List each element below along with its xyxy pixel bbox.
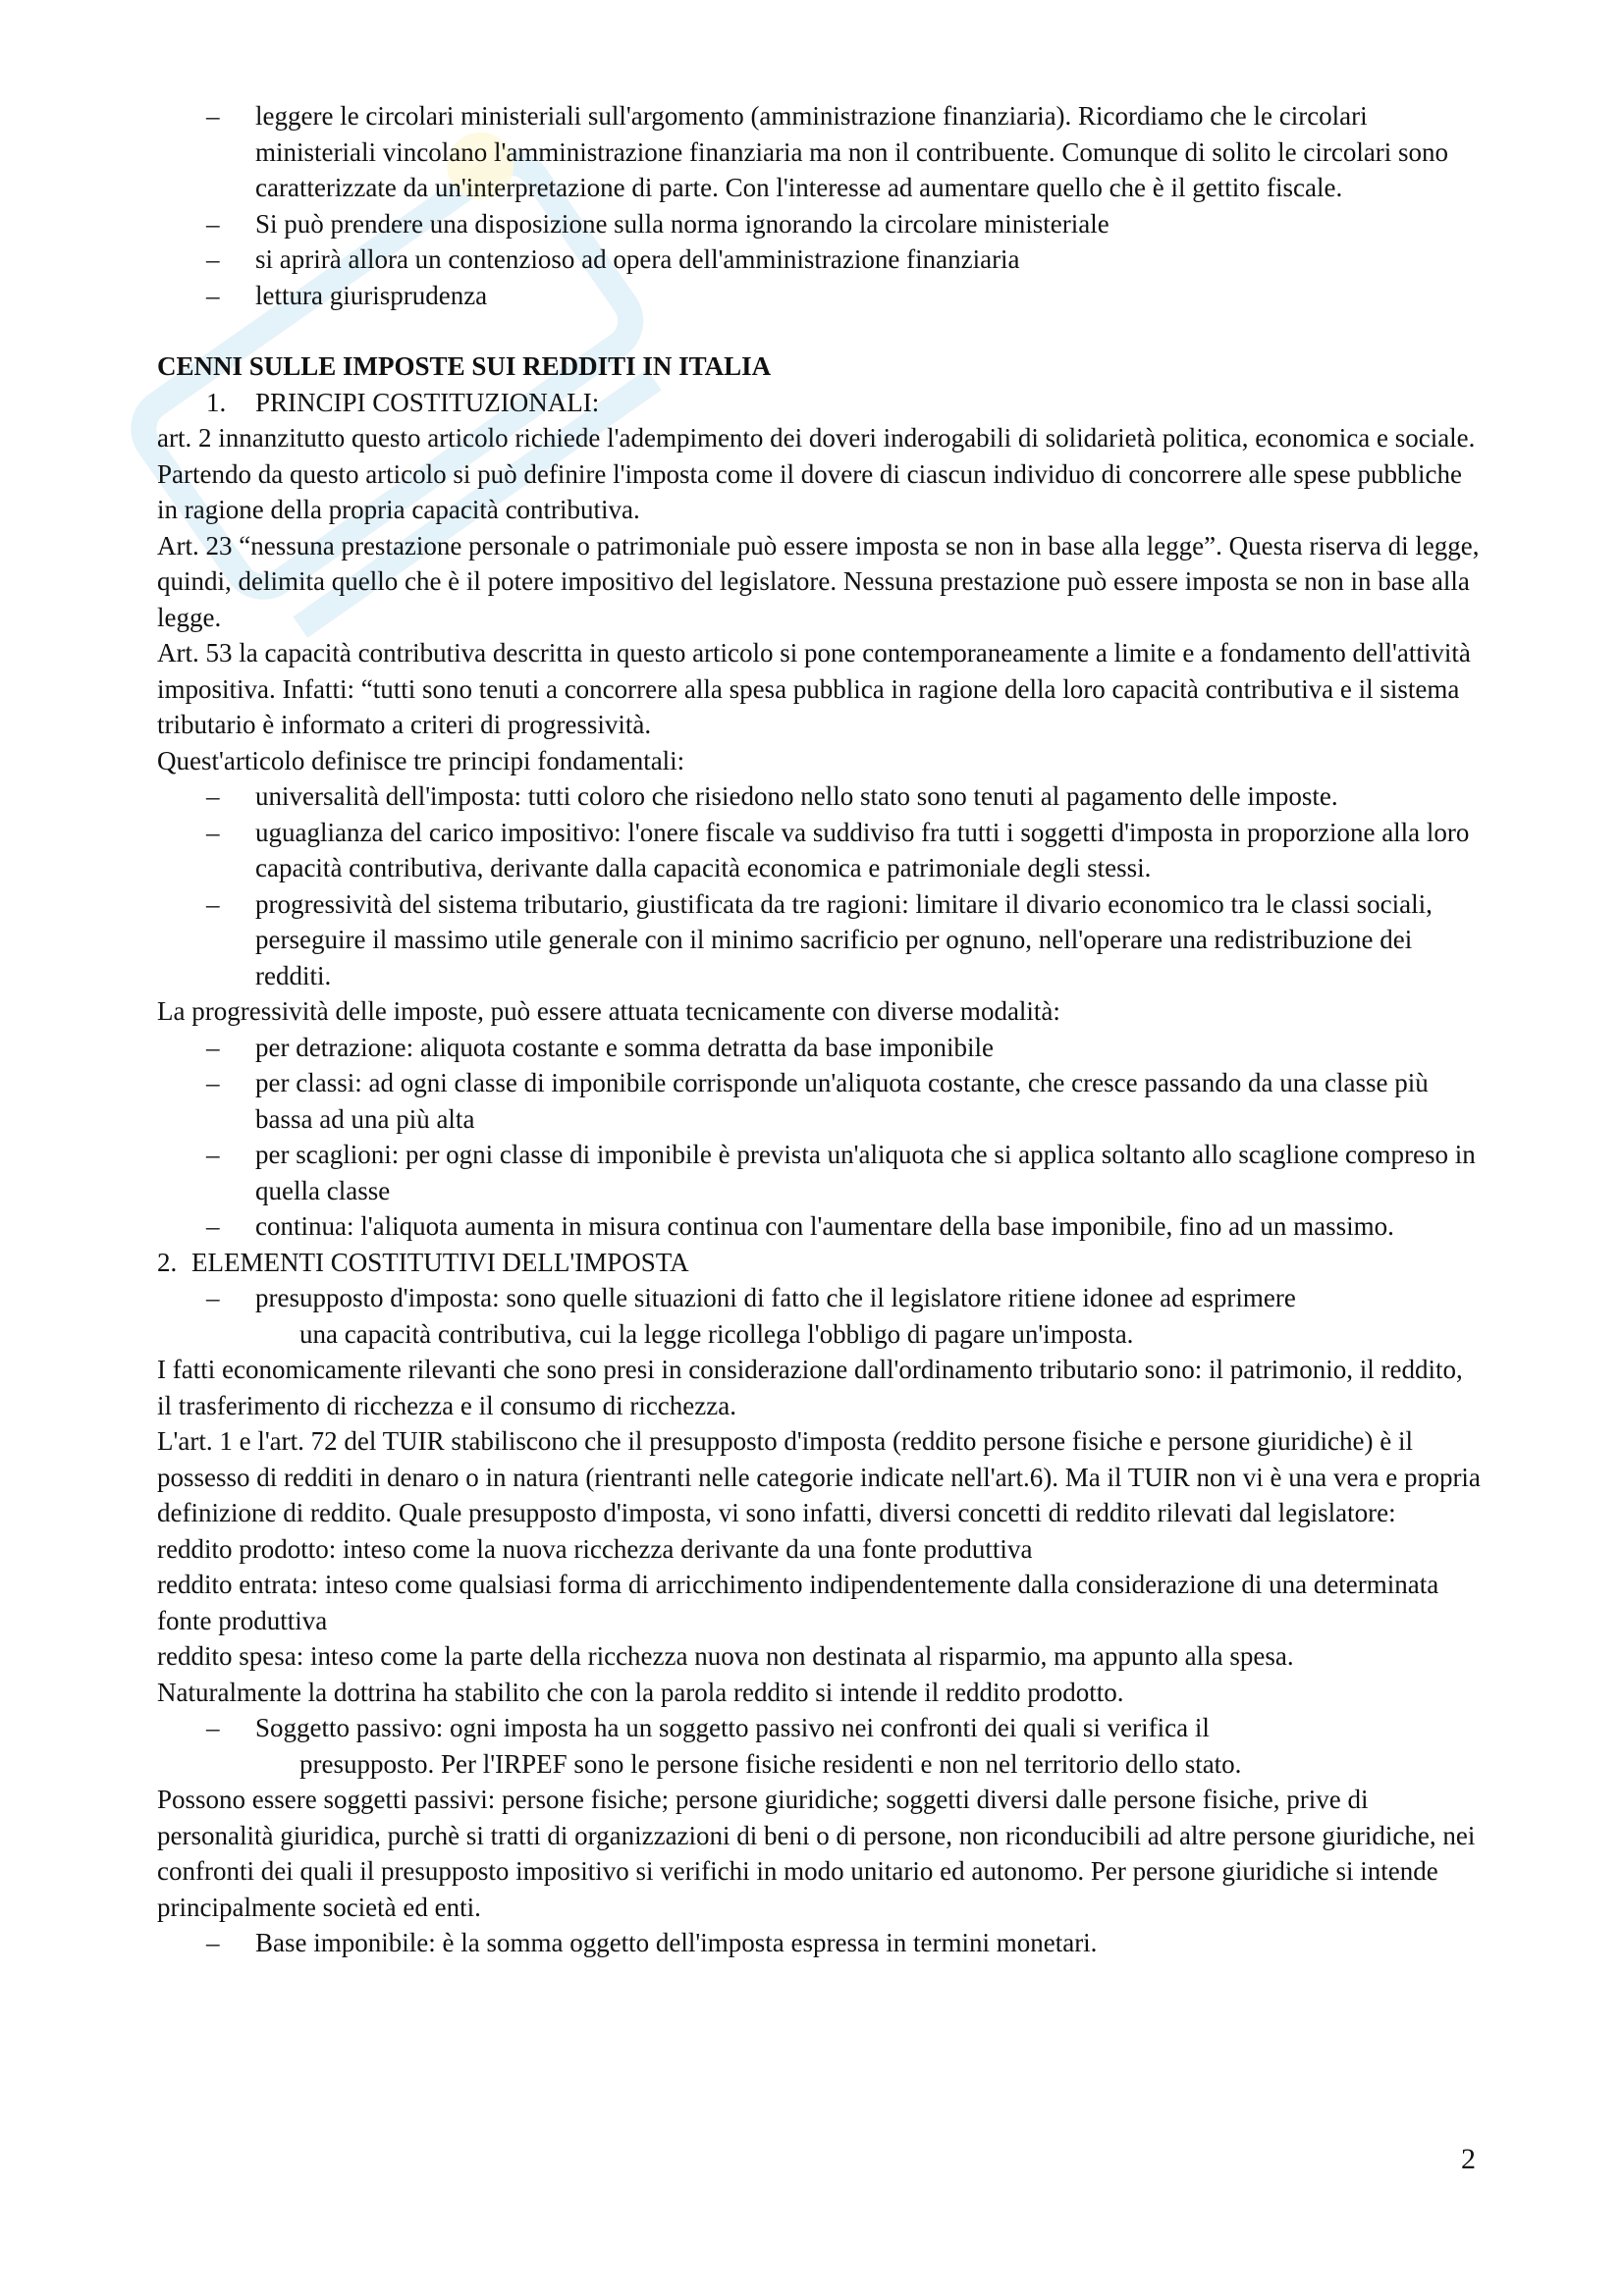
subsection-label: PRINCIPI COSTITUZIONALI: [255,387,600,417]
list-item: – uguaglianza del carico impositivo: l'onere fiscale va suddiviso fra tutti i soggetti d'imposta in proporzione alla loro capacità contributiva, derivante dalla capacità economica e patrimoniale degli stessi. [157,815,1483,886]
list-item: – per detrazione: aliquota costante e somma detratta da base imponibile [157,1030,1483,1066]
paragraph-progress-intro: La progressività delle imposte, può essere attuata tecnicamente con diverse modalità: [157,996,1060,1026]
paragraph-fatti: I fatti economicamente rilevanti che sono presi in considerazione dall'ordinamento tributario sono: il patrimonio, il reddito, il trasferimento di ricchezza e il consumo di ricchezza. [157,1355,1463,1420]
paragraph-art23: Art. 23 “nessuna prestazione personale o patrimoniale può essere imposta se non in base alla legge”. Questa riserva di legge, quindi, delimita quello che è il potere impositivo del legislatore. Nessuna prestazione può essere imposta se non in base alla legge. [157,530,1480,632]
list-item-text: presupposto d'imposta: sono quelle situazioni di fatto che il legislatore ritiene idonee ad esprimere [255,1283,1296,1312]
paragraph-reddito-entrata: reddito entrata: inteso come qualsiasi forma di arricchimento indipendentemente dalla considerazione di una determinata fonte produttiva [157,1570,1439,1635]
list-item-continuation: presupposto. Per l'IRPEF sono le persone fisiche residenti e non nel territorio dello stato. [299,1748,1242,1779]
paragraph-tuir: L'art. 1 e l'art. 72 del TUIR stabiliscono che il presupposto d'imposta (reddito persone fisiche e persone giuridiche) è il possesso di redditi in denaro o in natura (rientranti nelle categorie indicate nell'art.6). Ma il TUIR non vi è una vera e propria definizione di reddito. Quale presupposto d'imposta, vi sono infatti, diversi concetti di reddito rilevati dal legislatore: [157,1426,1481,1527]
paragraph-art53: Art. 53 la capacità contributiva descritta in questo articolo si pone contemporaneamente a limite e a fondamento dell'attività impositiva. Infatti: “tutti sono tenuti a concorrere alla spesa pubblica in ragione della loro capacità contributiva e il sistema tributario è informato a criteri di progressività. [157,638,1471,739]
list-item: – continua: l'aliquota aumenta in misura continua con l'aumentare della base imponibile, fino ad un massimo. [157,1208,1483,1245]
paragraph-reddito-prodotto: reddito prodotto: inteso come la nuova ricchezza derivante da una fonte produttiva [157,1533,1033,1564]
list-item: – si aprirà allora un contenzioso ad opera dell'amministrazione finanziaria [157,241,1483,278]
paragraph-art2: art. 2 innanzitutto questo articolo richiede l'adempimento dei doveri inderogabili di solidarietà politica, economica e sociale. Partendo da questo articolo si può definire l'imposta come il dovere di ciascun individuo di concorrere alle spese pubbliche in ragione della propria capacità contributiva. [157,423,1476,524]
list-item [157,1710,1483,1782]
paragraph-principles-intro: Quest'articolo definisce tre principi fondamentali: [157,745,685,775]
subsection-number: 2. [157,1247,178,1277]
list-item: – per scaglioni: per ogni classe di imponibile è prevista un'aliquota che si applica soltanto allo scaglione compreso in quella classe [157,1137,1483,1208]
list-item: – Base imponibile: è la somma oggetto dell'imposta espressa in termini monetari. [157,1925,1483,1961]
list-item-continuation: una capacità contributiva, cui la legge ricollega l'obbligo di pagare un'imposta. [299,1318,1134,1349]
list-item: – lettura giurisprudenza [157,278,1483,314]
list-item: – per classi: ad ogni classe di imponibile corrisponde un'aliquota costante, che cresce passando da una classe più bassa ad una più alta [157,1065,1483,1137]
paragraph-reddito-spesa: reddito spesa: inteso come la parte della ricchezza nuova non destinata al risparmio, ma appunto alla spesa. [157,1641,1294,1671]
document-body [157,98,1483,1961]
list-item [157,1280,1483,1352]
page-number: 2 [1461,2143,1476,2175]
list-item: – Si può prendere una disposizione sulla norma ignorando la circolare ministeriale [157,206,1483,242]
list-item: – universalità dell'imposta: tutti coloro che risiedono nello stato sono tenuti al pagamento delle imposte. [157,778,1483,815]
subsection-title-2 [157,1245,1483,1281]
paragraph-possono: Possono essere soggetti passivi: persone fisiche; persone giuridiche; soggetti diversi dalle persone fisiche, prive di personalità giuridica, purchè si tratti di organizzazioni di beni o di persone, non riconducibili ad altre persone giuridiche, nei confronti dei quali il presupposto impositivo si verifichi in modo unitario ed autonomo. Per persone giuridiche si intende principalmente società ed enti. [157,1785,1476,1922]
section-heading: CENNI SULLE IMPOSTE SUI REDDITI IN ITALIA [157,351,772,381]
paragraph-dottrina: Naturalmente la dottrina ha stabilito che con la parola reddito si intende il reddito prodotto. [157,1677,1124,1707]
list-item: – leggere le circolari ministeriali sull'argomento (amministrazione finanziaria). Ricordiamo che le circolari ministeriali vincolano l'amministrazione finanziaria ma non il contribuente. Comunque di solito le circolari sono caratterizzate da un'interpretazione di parte. Con l'interesse ad aumentare quello che è il gettito fiscale. [157,98,1483,206]
subsection-label: ELEMENTI COSTITUTIVI DELL'IMPOSTA [191,1247,689,1277]
list-item: – progressività del sistema tributario, giustificata da tre ragioni: limitare il divario economico tra le classi sociali, perseguire il massimo utile generale con il minimo sacrificio per ognuno, nell'operare una redistribuzione dei redditi. [157,886,1483,994]
list-item-text: Soggetto passivo: ogni imposta ha un soggetto passivo nei confronti dei quali si verifica il [255,1713,1210,1742]
subsection-title-1 [157,385,1483,421]
subsection-number: 1. [206,387,227,417]
